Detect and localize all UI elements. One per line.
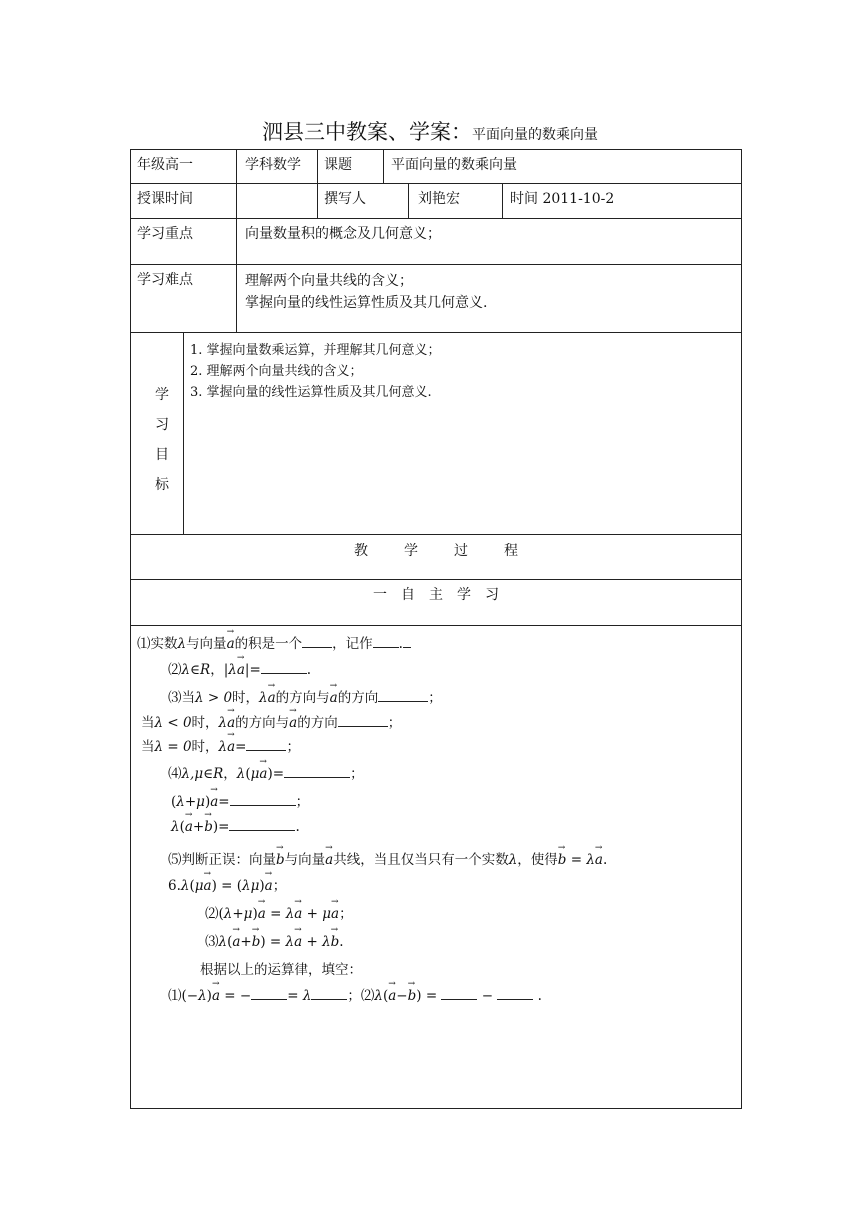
title-sub: 平面向量的数乘向量 [472,127,598,143]
row-divider [130,183,742,184]
document-title [0,116,860,146]
subject-cell: 学科数学 [245,157,301,173]
column-divider [317,149,318,218]
objective-item: 3. 掌握向量的线性运算性质及其几何意义. [190,385,432,400]
column-divider [408,183,409,218]
item-6b: ⑵(λ+μ)→ a = λ→ a + μ→ a； [205,902,353,922]
objectives-label: 学 习 目 标 [155,387,169,493]
date-cell: 时间 2011-10-2 [510,191,615,207]
author-label: 撰写人 [324,191,366,207]
objective-item: 2. 理解两个向量共线的含义； [190,364,363,379]
key-point-text: 向量数量积的概念及几何意义； [245,226,441,242]
row-divider [130,534,742,535]
objective-item: 1. 掌握向量数乘运算，并理解其几何意义； [190,343,441,358]
item-7: ⑴(−λ)→ a = − = λ ；⑵λ(→ a−→ b) = − . [168,984,542,1004]
row-divider [130,579,742,580]
row-divider [130,332,742,333]
difficulty-text [245,270,487,314]
topic-value: 平面向量的数乘向量 [391,157,517,173]
column-divider [502,183,503,218]
item-4c: λ(→ a+→ b)= . [171,818,300,835]
column-divider [183,332,184,534]
row-divider [130,625,742,626]
time-label: 授课时间 [137,191,193,207]
difficulty-label: 学习难点 [137,272,193,288]
rules-prompt: 根据以上的运算律，填空： [200,962,362,978]
title-main: 泗县三中教案、学案： [262,120,472,144]
section-title: 一自主学习 [373,587,513,603]
item-6: 6.λ(μ→ a) = (λμ)→ a； [168,874,286,894]
topic-label: 课题 [324,157,352,173]
item-2: ⑵λ∈R，|λ→ a|= . [168,658,311,678]
item-3c: 当λ = 0时，λ→ a= ； [141,735,300,755]
difficulty-line: 理解两个向量共线的含义； [245,273,413,289]
row-divider [130,218,742,219]
item-5: ⑸判断正误：向量→ b与向量→ a共线，当且仅当只有一个实数λ，使得→ b = λ→ a. [168,848,607,868]
objectives-list [190,340,441,403]
grade-cell: 年级高一 [137,157,193,173]
item-6c: ⑶λ(→ a+→ b) = λ→ a + λ→ b. [205,930,344,950]
key-point-label: 学习重点 [137,226,193,242]
column-divider [236,149,237,332]
process-title: 教学过程 [354,543,554,559]
difficulty-line: 掌握向量的线性运算性质及其几何意义. [245,295,488,311]
item-1: ⑴实数λ与向量→ a的积是一个 ，记作 . [137,632,411,652]
column-divider [383,149,384,183]
item-3: ⑶当λ > 0时，λ→ a的方向与→ a的方向 ； [168,686,442,706]
item-4: ⑷λ,μ∈R，λ(μ→ a)= ； [168,762,364,782]
item-4b: (λ+μ)→ a= ； [171,790,309,810]
author-value: 刘艳宏 [418,191,460,207]
item-3b: 当λ < 0时，λ→ a的方向与→ a的方向 ； [141,711,401,731]
row-divider [130,264,742,265]
